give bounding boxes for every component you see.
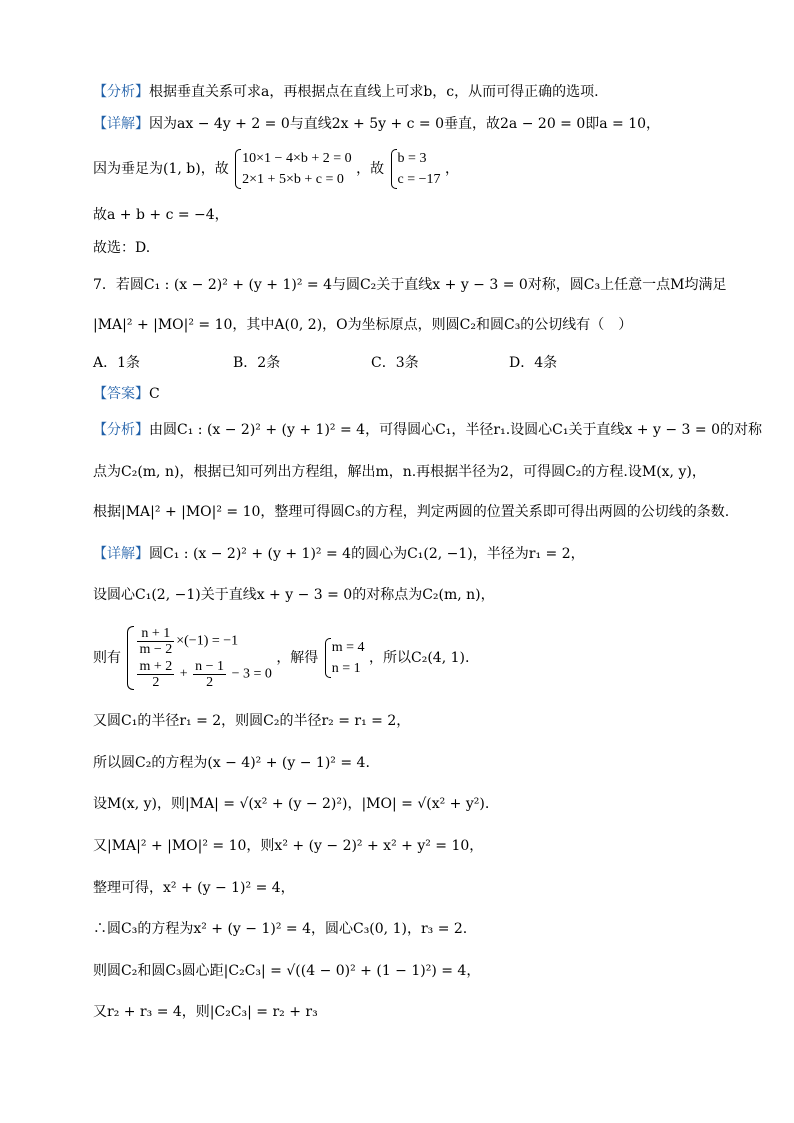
plus: + xyxy=(176,666,192,682)
equation-system-1 xyxy=(233,148,351,190)
foot-text: 因为垂足为(1, b)，故 xyxy=(93,161,229,177)
sum-line: 故a + b + c = −4， xyxy=(93,207,229,223)
fraction xyxy=(137,659,174,690)
question-7-line-2: |MA|² + |MO|² = 10，其中A(0, 2)，O为坐标原点，则圆C₂和圆C₃的公切线有（ ） xyxy=(93,317,633,333)
detail2-system-line xyxy=(93,624,469,692)
system-row: c = −17 xyxy=(397,172,441,187)
denominator: m − 2 xyxy=(139,642,173,657)
fraction xyxy=(137,626,174,657)
system-row: m = 4 xyxy=(331,640,365,655)
detail2-line-10: 则圆C₂和圆C₃圆心距|C₂C₃| = √((4 − 0)² + (1 − 1)²) = 4， xyxy=(93,963,481,979)
detail2-line-4: 又圆C₁的半径r₁ = 2，则圆C₂的半径r₂ = r₁ = 2， xyxy=(93,713,411,729)
solution-system-1 xyxy=(389,148,441,190)
answer-value: C xyxy=(149,386,160,402)
analysis2-line-3: 根据|MA|² + |MO|² = 10，整理可得圆C₃的方程，判定两圆的位置关系即可得出两圆的公切线的条数. xyxy=(93,504,730,520)
detail-tag: 【详解】 xyxy=(93,116,149,132)
analysis2-tag: 【分析】 xyxy=(93,422,149,438)
numerator: m + 2 xyxy=(139,659,173,674)
analysis-text: 根据垂直关系可求a，再根据点在直线上可求b，c，从而可得正确的选项. xyxy=(149,84,599,100)
question-7-line-1: 7．若圆C₁ : (x − 2)² + (y + 1)² = 4与圆C₂关于直线x + y − 3 = 0对称，圆C₃上任意一点M均满足 xyxy=(93,277,727,293)
analysis-tag: 【分析】 xyxy=(93,84,149,100)
system-row-2 xyxy=(135,659,271,690)
numerator: n − 1 xyxy=(195,659,225,674)
detail2-line-9: ∴圆C₃的方程为x² + (y − 1)² = 4，圆心C₃(0, 1)，r₃ = 2. xyxy=(93,921,468,937)
analysis2-line-2: 点为C₂(m, n)，根据已知可列出方程组，解出m，n.再根据半径为2，可得圆C₂的方程.设M(x, y)， xyxy=(93,464,706,480)
analysis2-line-1 xyxy=(93,421,762,439)
fraction xyxy=(193,659,226,690)
option-b: B．2条 xyxy=(233,355,281,371)
system-row: 10×1 − 4×b + 2 = 0 xyxy=(242,151,352,166)
detail2-line-11: 又r₂ + r₃ = 4，则|C₂C₃| = r₂ + r₃ xyxy=(93,1004,318,1020)
system-row-1 xyxy=(135,626,271,657)
answer-line xyxy=(93,385,160,403)
system-row: b = 3 xyxy=(397,151,427,166)
detail2-line-8: 整理可得，x² + (y − 1)² = 4， xyxy=(93,880,295,896)
analysis-line-1 xyxy=(93,83,599,101)
detail2-tag: 【详解】 xyxy=(93,546,149,562)
row-tail: − 3 = 0 xyxy=(228,666,272,682)
option-c: C．3条 xyxy=(371,355,419,371)
analysis2-text-1: 由圆C₁ : (x − 2)² + (y + 1)² = 4，可得圆心C₁，半径r₁.设圆心C₁关于直线x + y − 3 = 0的对称 xyxy=(149,422,762,438)
system-row: n = 1 xyxy=(331,661,361,676)
connector-text: ，故 xyxy=(356,161,385,177)
detail-line-2 xyxy=(93,148,459,190)
detail-text: 因为ax − 4y + 2 = 0与直线2x + 5y + c = 0垂直，故2a − 20 = 0即a = 10， xyxy=(149,116,661,132)
system-prefix: 则有 xyxy=(93,650,121,666)
solution-system-2 xyxy=(323,637,365,679)
detail2-line-1 xyxy=(93,545,585,563)
detail-line-1 xyxy=(93,115,660,133)
numerator: n + 1 xyxy=(137,626,174,642)
detail2-line-5: 所以圆C₂的方程为(x − 4)² + (y − 1)² = 4. xyxy=(93,755,370,771)
denominator: 2 xyxy=(152,675,160,690)
option-d: D．4条 xyxy=(509,355,558,371)
detail2-line-6: 设M(x, y)，则|MA| = √(x² + (y − 2)²)，|MO| = √(x² + y²). xyxy=(93,796,490,812)
denominator: 2 xyxy=(206,675,214,690)
system-row: 2×1 + 5×b + c = 0 xyxy=(242,172,344,187)
row-tail: ×(−1) = −1 xyxy=(176,633,239,649)
detail2-line-7: 又|MA|² + |MO|² = 10，则x² + (y − 2)² + x² + y² = 10， xyxy=(93,838,484,854)
choice-line: 故选：D. xyxy=(93,240,151,256)
equation-system-2 xyxy=(125,624,271,692)
detail2-text-1: 圆C₁ : (x − 2)² + (y + 1)² = 4的圆心为C₁(2, −1)，半径为r₁ = 2， xyxy=(149,546,585,562)
result-text: ，所以C₂(4, 1). xyxy=(369,650,470,666)
solve-text: ，解得 xyxy=(276,650,319,666)
option-a: A．1条 xyxy=(93,355,141,371)
punct: ， xyxy=(445,161,460,177)
detail2-line-2: 设圆心C₁(2, −1)关于直线x + y − 3 = 0的对称点为C₂(m, n)， xyxy=(93,587,495,603)
answer-tag: 【答案】 xyxy=(93,386,149,402)
